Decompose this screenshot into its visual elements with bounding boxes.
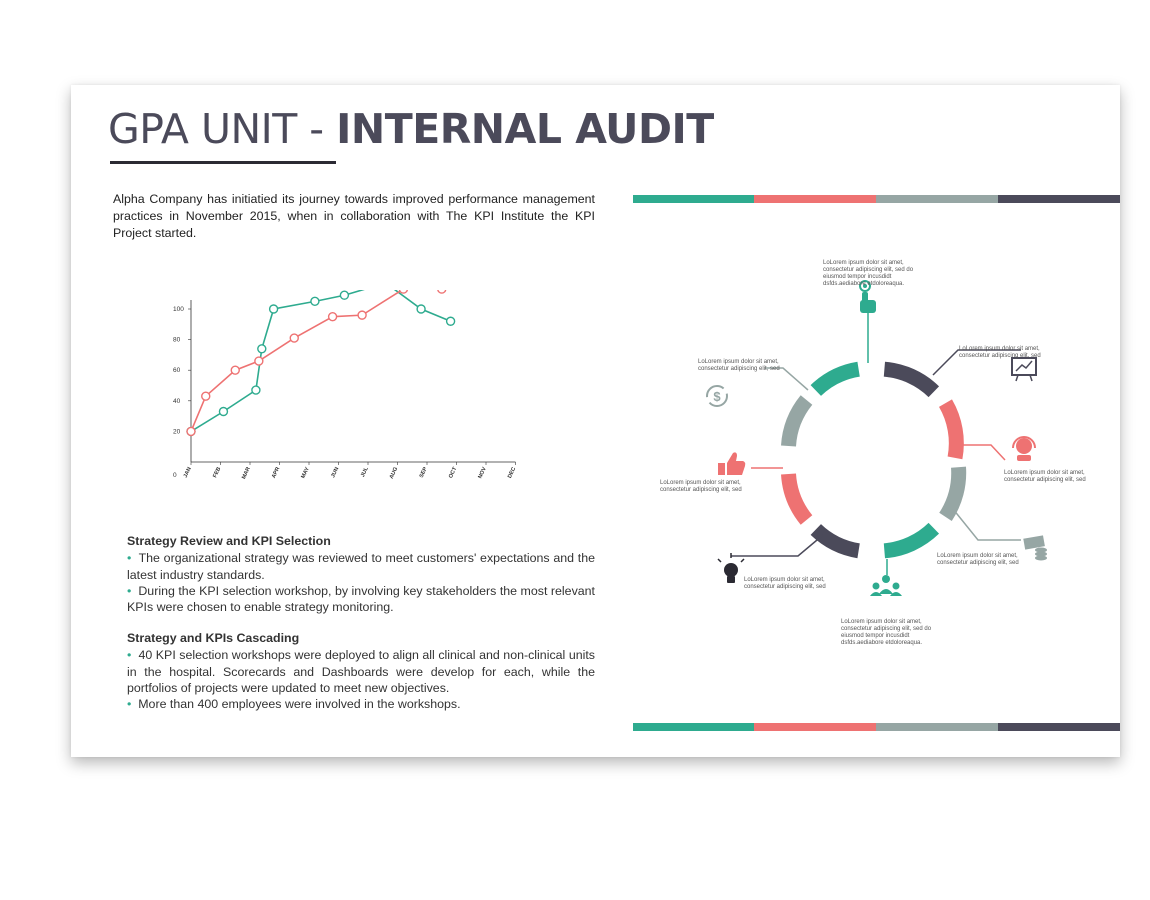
bullet-text: The organizational strategy was reviewed to meet customers' expectations and the latest industry standards. (127, 551, 595, 582)
caption-lowleft: LoLorem ipsum dolor sit amet, consectetur adipiscing elit, sed (744, 577, 826, 590)
caption-right: LoLorem ipsum dolor sit amet, consectetur adipiscing elit, sed (1004, 470, 1086, 483)
connector-right (959, 445, 1005, 460)
data-point-red (329, 313, 337, 321)
intro-paragraph: Alpha Company has initiatied its journey towards improved performance management practices in November 2015, when in collaboration with The KPI Institute the KPI Project started. (113, 192, 595, 240)
title-bold: INTERNAL AUDIT (336, 105, 714, 153)
ring-segment-gray-left (789, 400, 807, 446)
series-line-red (191, 290, 442, 431)
data-point-teal (258, 345, 266, 353)
data-point-teal (340, 291, 348, 299)
title-light: GPA UNIT - (108, 105, 324, 153)
data-point-red (290, 334, 298, 342)
x-tick-label: APR (270, 466, 282, 480)
y-tick-label: 0 (173, 472, 177, 479)
ring-segment-red-right (946, 403, 957, 458)
bullet-icon: • (127, 583, 132, 598)
x-tick-label: JUL (359, 466, 370, 479)
ring-segment-teal-top (816, 369, 859, 390)
bottom-color-bar (633, 723, 1120, 731)
bullet-item (127, 647, 595, 696)
bullet-icon: • (127, 697, 132, 712)
data-point-red (358, 311, 366, 319)
ring-segment-dark-bottom (816, 530, 859, 551)
bullet-icon: • (127, 551, 132, 566)
x-tick-label: JUN (330, 466, 341, 479)
bullet-item (127, 583, 595, 616)
x-tick-label: AUG (388, 466, 400, 480)
top-color-bar (633, 195, 1120, 203)
connector-lowleft (731, 535, 823, 556)
data-point-teal (417, 305, 425, 313)
money-coins-icon (1023, 535, 1047, 560)
data-point-teal (252, 386, 260, 394)
team-icon (870, 575, 902, 596)
bullet-item (127, 696, 595, 712)
x-tick-label: MAY (300, 466, 311, 480)
section-heading: Strategy Review and KPI Selection (127, 534, 331, 548)
data-point-teal (311, 297, 319, 305)
data-point-teal (447, 317, 455, 325)
headset-icon (1013, 437, 1035, 461)
thumbs-up-icon (718, 452, 745, 475)
y-tick-label: 20 (173, 428, 181, 436)
x-tick-label: MAR (241, 466, 252, 481)
svg-text:$: $ (713, 389, 721, 404)
ring-segment-dark-topright (884, 369, 933, 392)
data-point-red (202, 392, 210, 400)
caption-left: LoLorem ipsum dolor sit amet, consectetur adipiscing elit, sed (660, 480, 742, 493)
section-strategy-review (127, 533, 595, 615)
data-point-red (438, 290, 446, 293)
caption-top: LoLorem ipsum dolor sit amet, consectetur adipiscing elit, sed do eiusmod tempor incusdidt dsfds.aediabore etdoloreaqua. (823, 260, 914, 287)
data-point-red (255, 357, 263, 365)
y-tick-label: 80 (173, 336, 181, 344)
y-tick-label: 100 (173, 306, 184, 313)
bullet-text: During the KPI selection workshop, by involving key stakeholders the most relevant KPIs were chosen to enable strategy monitoring. (127, 583, 595, 615)
bullet-text: 40 KPI selection workshops were deployed to align all clinical and non-clinical units in the hospital. Scorecards and Dashboards were develop for each, while the portfolios of projects were updated to meet new objectives. (127, 648, 596, 695)
bullet-item (127, 550, 595, 583)
data-point-red (187, 427, 195, 435)
caption-bottom: LoLorem ipsum dolor sit amet, consectetur adipiscing elit, sed do eiusmod tempor incusdidt dsfds.aediabore etdoloreaqua. (841, 619, 932, 646)
y-tick-label: 40 (173, 397, 181, 405)
page-title (108, 105, 714, 153)
title-underline (110, 161, 336, 164)
x-tick-label: DEC (506, 466, 518, 480)
section-strategy-cascading (127, 630, 595, 712)
x-tick-label: JAN (182, 466, 193, 479)
lightbulb-icon (718, 553, 744, 583)
dollar-cycle-icon (707, 386, 727, 406)
x-tick-label: SEP (418, 466, 429, 479)
line-chart (151, 290, 531, 500)
bullet-icon: • (127, 648, 132, 663)
data-point-red (399, 290, 407, 293)
data-point-red (231, 366, 239, 374)
data-point-teal (219, 408, 227, 416)
caption-lowright: LoLorem ipsum dolor sit amet, consectetur adipiscing elit, sed (937, 553, 1019, 566)
ring-segment-teal-bottom (884, 528, 933, 551)
caption-topright: LoLorem ipsum dolor sit amet, consectetur adipiscing elit, sed (959, 346, 1041, 359)
section-heading: Strategy and KPIs Cascading (127, 631, 300, 645)
x-tick-label: FEB (212, 466, 223, 479)
ring-segment-red-left (789, 474, 807, 520)
series-line-teal (191, 290, 451, 431)
data-point-teal (270, 305, 278, 313)
caption-topleft: LoLorem ipsum dolor sit amet, consectetur adipiscing elit, sed (698, 359, 780, 372)
ring-segment-gray-right (946, 467, 959, 517)
connector-lowright (953, 509, 1021, 540)
x-tick-label: NOV (477, 466, 488, 480)
presentation-chart-icon (1012, 358, 1036, 381)
cycle-infographic (633, 195, 1120, 735)
bullet-text: More than 400 employees were involved in the workshops. (138, 697, 461, 712)
x-tick-label: OCT (447, 466, 459, 480)
slide (71, 85, 1120, 757)
y-tick-label: 60 (173, 367, 181, 375)
